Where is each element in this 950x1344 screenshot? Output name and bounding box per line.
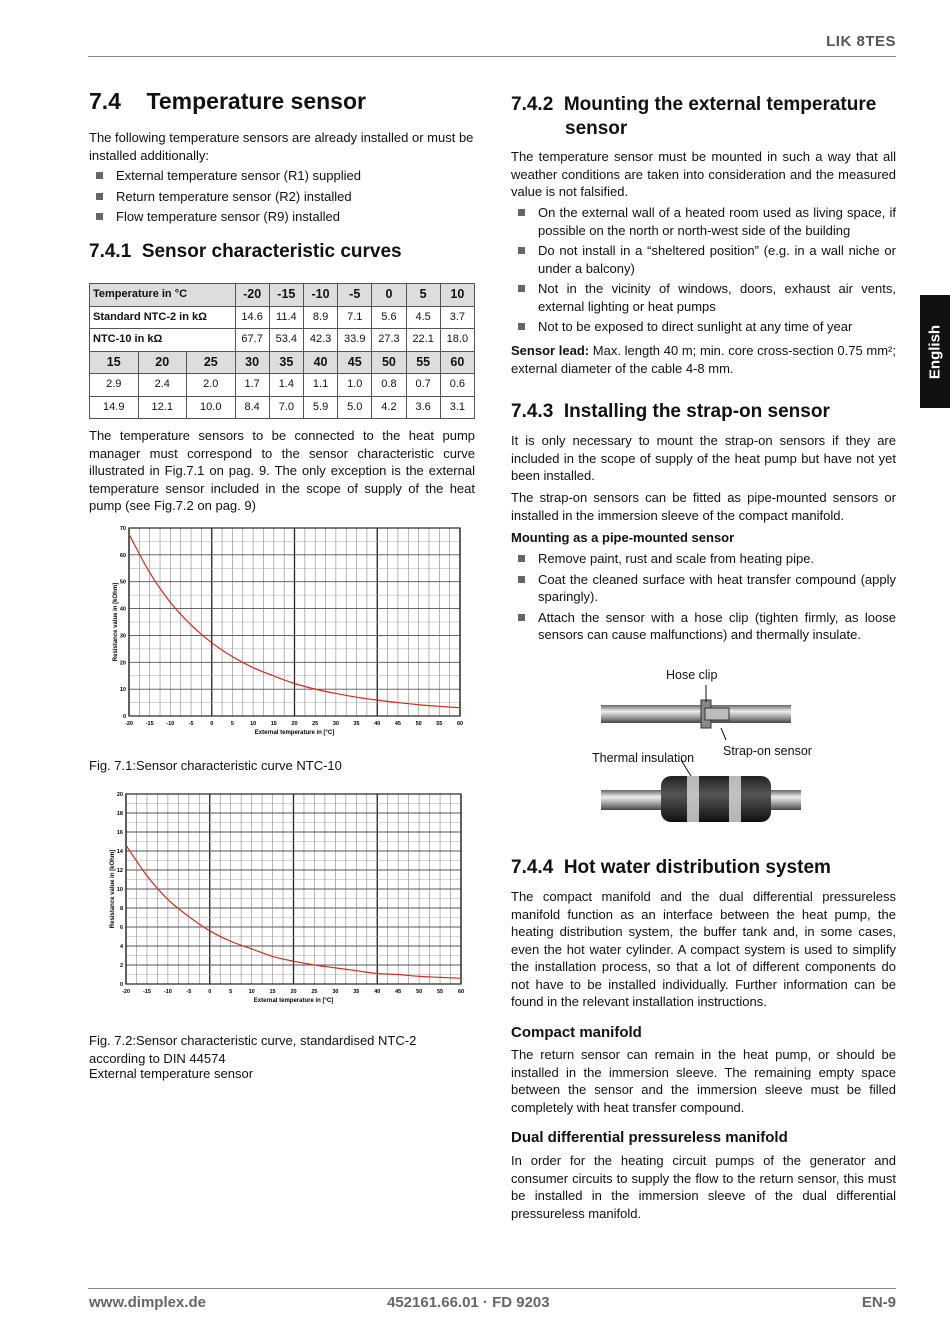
y-axis-label: Resistance value in [kOhm]: [110, 849, 116, 929]
x-tick-label: 20: [290, 989, 297, 995]
pipe-list: [511, 550, 896, 647]
x-tick-label: 25: [312, 721, 319, 727]
y-tick-label: 10: [119, 687, 126, 694]
table-cell: 10.0: [187, 396, 236, 419]
table-cell: 14.6: [235, 306, 269, 329]
sensor-lead-label: Sensor lead:: [511, 343, 590, 358]
table-cell: 27.3: [372, 329, 406, 352]
x-tick-label: 40: [374, 989, 381, 995]
list-item: Do not install in a “sheltered position” (e.g. in a wall niche or under a balcony): [511, 242, 896, 277]
y-tick-label: 0: [122, 714, 126, 720]
x-tick-label: 15: [270, 721, 277, 727]
x-tick-label: 25: [311, 989, 318, 995]
x-tick-label: -5: [186, 989, 192, 995]
x-tick-label: 10: [248, 989, 255, 995]
x-axis-label: External temperature in [°C]: [253, 998, 334, 1004]
sensor-table: [89, 283, 475, 419]
y-tick-label: 2: [119, 963, 123, 969]
footer-page-number: EN-9: [861, 1294, 896, 1311]
table-cell: 15: [90, 351, 139, 374]
x-tick-label: 45: [394, 721, 401, 727]
table-cell: 14.9: [90, 396, 139, 419]
figure-caption-7-2: Fig. 7.2:Sensor characteristic curve, standardised NTC-2 according to DIN 44574: [89, 1033, 417, 1066]
list-item: Attach the sensor with a hose clip (tighten firmly, as loose sensors can cause malfunctions) and thermally insulate.: [511, 609, 896, 644]
footer-doc-number: 452161.66.01 · FD 9203: [387, 1294, 550, 1311]
x-tick-label: 55: [436, 721, 443, 727]
table-cell: 55: [406, 351, 440, 374]
y-tick-label: 4: [119, 944, 123, 950]
x-tick-label: 45: [395, 989, 402, 995]
y-tick-label: 70: [119, 526, 126, 532]
table-cell: 42.3: [303, 329, 337, 352]
table-cell: 35: [269, 351, 303, 374]
table-cell: 0.8: [372, 374, 406, 397]
list-item: External temperature sensor (R1) supplied: [89, 167, 475, 185]
y-tick-label: 6: [119, 925, 123, 931]
y-tick-label: 12: [116, 868, 123, 874]
table-cell: 1.0: [338, 374, 372, 397]
table-cell: 4.2: [372, 396, 406, 419]
compact-manifold-heading: Compact manifold: [511, 1024, 642, 1041]
table-cell: 22.1: [406, 329, 440, 352]
list-item: Coat the cleaned surface with heat transfer compound (apply sparingly).: [511, 571, 896, 606]
footer-rule: [88, 1288, 896, 1289]
y-axis-label: Resistance value in [kOhm]: [113, 582, 119, 662]
table-cell: 1.1: [303, 374, 337, 397]
table-cell: 8.4: [235, 396, 269, 419]
x-tick-label: 50: [416, 989, 423, 995]
table-cell: 5.9: [303, 396, 337, 419]
table-cell: 3.7: [440, 306, 474, 329]
table-cell: 33.9: [338, 329, 372, 352]
heading-7-4-3: 7.4.3 Installing the strap-on sensor: [511, 401, 830, 422]
table-cell: 25: [187, 351, 236, 374]
heading-7-4-1: 7.4.1 Sensor characteristic curves: [89, 241, 402, 262]
label-hose-clip: Hose clip: [666, 668, 718, 682]
mount-paragraph: The temperature sensor must be mounted in such a way that all weather conditions are taken into consideration and the measured value is not falsified.: [511, 149, 896, 199]
table-cell: 5.0: [338, 396, 372, 419]
y-tick-label: 0: [119, 982, 123, 988]
heading-7-4-2: 7.4.2 Mounting the external temperature sensor: [511, 94, 882, 139]
x-tick-label: 5: [229, 989, 233, 995]
list-item: Not in the vicinity of windows, doors, exhaust air vents, external lighting or heat pumps: [511, 280, 896, 315]
y-tick-label: 50: [119, 579, 126, 586]
label-strap-on-sensor: Strap-on sensor: [723, 744, 812, 758]
x-tick-label: -15: [145, 721, 154, 727]
figure-caption-7-2-sub: External temperature sensor: [89, 1066, 254, 1081]
x-tick-label: 35: [353, 989, 360, 995]
table-cell: 50: [372, 351, 406, 374]
table-cell: -15: [269, 284, 303, 307]
y-tick-label: 30: [119, 633, 126, 640]
x-tick-label: -5: [188, 721, 194, 727]
x-axis-label: External temperature in [°C]: [254, 730, 335, 736]
table-cell: 1.4: [269, 374, 303, 397]
x-tick-label: -15: [142, 989, 151, 995]
table-row-label: Standard NTC-2 in kΩ: [90, 306, 236, 329]
x-tick-label: -20: [125, 721, 133, 727]
ntc10-chart: [89, 518, 475, 740]
table-cell: 8.9: [303, 306, 337, 329]
list-item: Return temperature sensor (R2) installed: [89, 188, 475, 206]
heading-7-4-4: 7.4.4 Hot water distribution system: [511, 857, 831, 878]
table-cell: 60: [440, 351, 474, 374]
y-tick-label: 14: [116, 849, 123, 855]
x-tick-label: 10: [250, 721, 257, 727]
x-tick-label: 30: [332, 721, 339, 727]
table-cell: 67.7: [235, 329, 269, 352]
ntc2-chart: [89, 786, 475, 1008]
x-tick-label: 60: [456, 721, 464, 727]
y-tick-label: 20: [116, 792, 123, 798]
figure-caption-7-1: Fig. 7.1:Sensor characteristic curve NTC-10: [89, 758, 342, 773]
table-cell: 11.4: [269, 306, 303, 329]
pipe-mount-heading: Mounting as a pipe-mounted sensor: [511, 530, 735, 545]
table-cell: 40: [303, 351, 337, 374]
table-cell: 7.0: [269, 396, 303, 419]
table-cell: -5: [338, 284, 372, 307]
table-cell: 5.6: [372, 306, 406, 329]
intro-paragraph: The following temperature sensors are already installed or must be installed additionally:: [89, 130, 474, 163]
table-cell: 0.7: [406, 374, 440, 397]
x-tick-label: 15: [269, 989, 276, 995]
table-cell: 18.0: [440, 329, 474, 352]
list-item: On the external wall of a heated room used as living space, if possible on the north or north-west side of the building: [511, 204, 896, 239]
x-tick-label: 50: [415, 721, 422, 727]
table-cell: 4.5: [406, 306, 440, 329]
list-item: Flow temperature sensor (R9) installed: [89, 208, 475, 226]
mount-list: [511, 204, 896, 339]
strap-paragraph-1: It is only necessary to mount the strap-on sensors if they are included in the scope of supply of the heat pump but have not yet been installed.: [511, 433, 896, 483]
connect-paragraph: The temperature sensors to be connected to the heat pump manager must correspond to the sensor characteristic curve illustrated in Fig.7.1 on pag. 9. The only exception is the external temperature sensor included in the scope of supply of the heat pump (see Fig.7.2 on pag. 9): [89, 428, 475, 513]
table-cell: 0: [372, 284, 406, 307]
table-cell: 20: [138, 351, 187, 374]
strap-paragraph-2: The strap-on sensors can be fitted as pipe-mounted sensors or installed in the immersion sleeve of the compact manifold.: [511, 490, 896, 523]
table-cell: 53.4: [269, 329, 303, 352]
hot-water-paragraph: The compact manifold and the dual differential pressureless manifold function as an interface between the heat pump, the heating distribution system, the buffer tank and, in some cases, even the hot water cylinder. A compact system is used to simplify the installation process, so that a lot of different components do not have to be installed individually. Further information can be found in the relevant installation instructions.: [511, 889, 896, 1009]
x-tick-label: 0: [210, 721, 214, 727]
compact-manifold-paragraph: The return sensor can remain in the heat pump, or should be installed in the immersion sleeve. The remaining empty space between the sensor and the immersion sleeve must be filled completely with heat transfer compound.: [511, 1047, 896, 1115]
y-tick-label: 20: [119, 660, 126, 667]
y-tick-label: 18: [116, 811, 123, 817]
table-row-label: Temperature in °C: [90, 284, 236, 307]
table-cell: 30: [235, 351, 269, 374]
x-tick-label: 60: [457, 989, 465, 995]
table-cell: -10: [303, 284, 337, 307]
y-tick-label: 16: [116, 830, 123, 836]
dual-manifold-heading: Dual differential pressureless manifold: [511, 1129, 788, 1146]
table-cell: 2.0: [187, 374, 236, 397]
y-tick-label: 60: [119, 552, 126, 559]
x-tick-label: 55: [437, 989, 444, 995]
table-cell: 2.9: [90, 374, 139, 397]
sensor-lead-text: Max. length 40 m; min. core cross-section 0.75 mm²; external diameter of the cable 4-8 mm.: [511, 343, 896, 376]
table-row-label: NTC-10 in kΩ: [90, 329, 236, 352]
footer-website: www.dimplex.de: [89, 1294, 206, 1311]
list-item: Not to be exposed to direct sunlight at any time of year: [511, 318, 896, 336]
table-cell: 2.4: [138, 374, 187, 397]
x-tick-label: 35: [353, 721, 360, 727]
x-tick-label: 0: [208, 989, 212, 995]
x-tick-label: 20: [291, 721, 298, 727]
table-cell: -20: [235, 284, 269, 307]
x-tick-label: -10: [166, 721, 175, 727]
table-cell: 10: [440, 284, 474, 307]
heading-7-4: 7.4 Temperature sensor: [89, 88, 366, 114]
table-cell: 0.6: [440, 374, 474, 397]
sensor-list: [89, 167, 475, 229]
table-cell: 12.1: [138, 396, 187, 419]
list-item: Remove paint, rust and scale from heating pipe.: [511, 550, 896, 568]
table-cell: 3.6: [406, 396, 440, 419]
x-tick-label: 40: [374, 721, 381, 727]
dual-manifold-paragraph: In order for the heating circuit pumps of the generator and consumer circuits to supply the flow to the return sensor, this must be installed in the immersion sleeve of the dual differential pressureless manifold.: [511, 1153, 896, 1221]
table-cell: 3.1: [440, 396, 474, 419]
y-tick-label: 10: [116, 887, 123, 893]
table-cell: 5: [406, 284, 440, 307]
header-rule: [88, 56, 896, 57]
label-thermal-insulation: Thermal insulation: [592, 751, 695, 765]
y-tick-label: 8: [119, 906, 123, 912]
table-cell: 1.7: [235, 374, 269, 397]
sensor-lead-paragraph: [511, 342, 896, 377]
y-tick-label: 40: [119, 606, 126, 613]
language-tab-label: English: [926, 324, 944, 379]
table-cell: 45: [338, 351, 372, 374]
x-tick-label: 30: [332, 989, 339, 995]
language-tab: [920, 295, 950, 408]
x-tick-label: -20: [122, 989, 130, 995]
document-code: LIK 8TES: [826, 33, 896, 50]
x-tick-label: 5: [230, 721, 234, 727]
table-cell: 7.1: [338, 306, 372, 329]
x-tick-label: -10: [163, 989, 172, 995]
